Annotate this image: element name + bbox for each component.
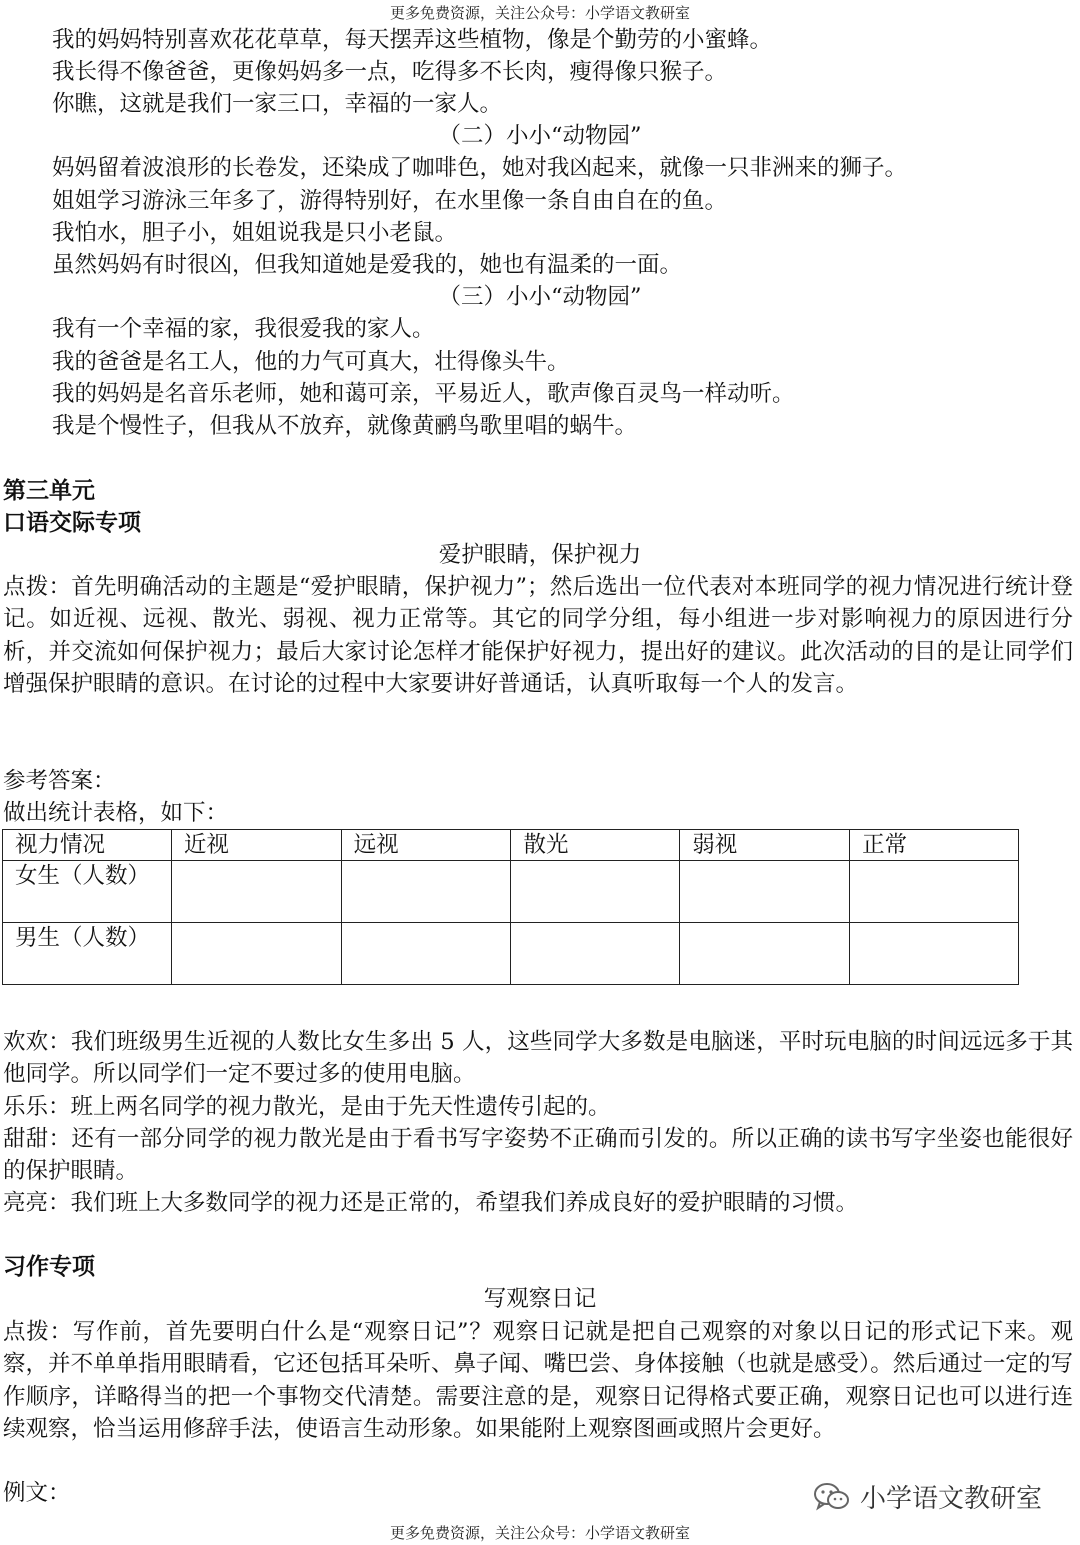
oral-topic: 爱护眼睛，保护视力 — [438, 542, 642, 568]
header-note: 更多免费资源，关注公众号：小学语文教研室 — [389, 4, 690, 22]
table-header-cell: 正常 — [850, 830, 1019, 861]
table-header-cell: 散光 — [511, 830, 680, 861]
oral-section-title: 口语交际专项 — [3, 510, 141, 536]
ref-answer-label: 参考答案： — [3, 768, 116, 794]
dialogue-paragraph: 乐乐：班上两名同学的视力散光，是由于先天性遗传引起的。 — [3, 1094, 611, 1120]
wechat-icon — [812, 1481, 852, 1513]
table-cell — [341, 861, 511, 923]
body-line: 我是个慢性子，但我从不放弃，就像黄鹂鸟歌里唱的蜗牛。 — [52, 413, 638, 439]
table-header-cell: 视力情况 — [3, 830, 172, 861]
table-row-label: 女生（人数） — [3, 861, 172, 923]
example-label: 例文： — [3, 1480, 71, 1506]
body-line: 我长得不像爸爸，更像妈妈多一点，吃得多不长肉，瘦得像只猴子。 — [52, 59, 728, 85]
table-intro: 做出统计表格，如下： — [3, 800, 229, 826]
table-header-cell: 远视 — [341, 830, 511, 861]
body-line: 我的爸爸是名工人，他的力气可真大，壮得像头牛。 — [52, 349, 570, 375]
body-line: 我怕水，胆子小，姐姐说我是只小老鼠。 — [52, 220, 458, 246]
table-cell — [341, 923, 511, 985]
subtitle: （三）小小“动物园” — [438, 284, 642, 310]
table-header-cell: 近视 — [171, 830, 341, 861]
body-line: 姐姐学习游泳三年多了，游得特别好，在水里像一条自由自在的鱼。 — [52, 188, 728, 214]
dialogue-paragraph: 亮亮：我们班上大多数同学的视力还是正常的，希望我们养成良好的爱护眼睛的习惯。 — [3, 1190, 859, 1216]
table-cell — [850, 923, 1019, 985]
body-line: 妈妈留着波浪形的长卷发，还染成了咖啡色，她对我凶起来，就像一只非洲来的狮子。 — [52, 155, 908, 181]
table-header-cell: 弱视 — [680, 830, 850, 861]
table-row — [3, 923, 1019, 985]
dialogue-paragraph: 甜甜：还有一部分同学的视力散光是由于看书写字姿势不正确而引发的。所以正确的读书写字坐姿也能很好的保护眼睛。 — [3, 1126, 1073, 1185]
table-cell — [680, 923, 850, 985]
watermark — [812, 1478, 1042, 1515]
body-line: 虽然妈妈有时很凶，但我知道她是爱我的，她也有温柔的一面。 — [52, 252, 683, 278]
table-cell — [850, 861, 1019, 923]
table-header-row — [3, 830, 1019, 861]
body-line: 我的妈妈是名音乐老师，她和蔼可亲，平易近人，歌声像百灵鸟一样动听。 — [52, 381, 795, 407]
table-row-label: 男生（人数） — [3, 923, 172, 985]
writing-topic: 写观察日记 — [483, 1286, 597, 1312]
watermark-text: 小学语文教研室 — [860, 1484, 1043, 1514]
table-row — [3, 861, 1019, 923]
unit-title: 第三单元 — [3, 478, 95, 504]
table-cell — [511, 861, 680, 923]
table-cell — [511, 923, 680, 985]
table-cell — [171, 861, 341, 923]
subtitle: （二）小小“动物园” — [438, 123, 642, 149]
table-cell — [171, 923, 341, 985]
writing-tip-paragraph: 点拨：写作前，首先要明白什么是“观察日记”？观察日记就是把自己观察的对象以日记的形式记下来。观察，并不单单指用眼睛看，它还包括耳朵听、鼻子闻、嘴巴尝、身体接触（也就是感受）。然后通过一定的写作顺序，详略得当的把一个事物交代清楚。需要注意的是，观察日记得格式要正确，观察日记也可以进行连续观察，恰当运用修辞手法，使语言生动形象。如果能附上观察图画或照片会更好。 — [3, 1319, 1073, 1442]
footer-note: 更多免费资源，关注公众号：小学语文教研室 — [389, 1524, 690, 1542]
vision-stats-table — [2, 829, 1019, 985]
dialogue-paragraph: 欢欢：我们班级男生近视的人数比女生多出 5 人，这些同学大多数是电脑迷，平时玩电脑的时间远远多于其他同学。所以同学们一定不要过多的使用电脑。 — [3, 1029, 1073, 1088]
body-line: 我的妈妈特别喜欢花花草草，每天摆弄这些植物，像是个勤劳的小蜜蜂。 — [52, 27, 773, 53]
writing-section-title: 习作专项 — [3, 1254, 95, 1280]
oral-tip-paragraph: 点拨：首先明确活动的主题是“爱护眼睛，保护视力”；然后选出一位代表对本班同学的视力情况进行统计登记。如近视、远视、散光、弱视、视力正常等。其它的同学分组，每小组进一步对影响视力的原因进行分析，并交流如何保护视力；最后大家讨论怎样才能保护好视力，提出好的建议。此次活动的目的是让同学们增强保护眼睛的意识。在讨论的过程中大家要讲好普通话，认真听取每一个人的发言。 — [3, 574, 1073, 697]
body-line: 你瞧，这就是我们一家三口，幸福的一家人。 — [52, 91, 503, 117]
body-line: 我有一个幸福的家，我很爱我的家人。 — [52, 316, 435, 342]
table-cell — [680, 861, 850, 923]
